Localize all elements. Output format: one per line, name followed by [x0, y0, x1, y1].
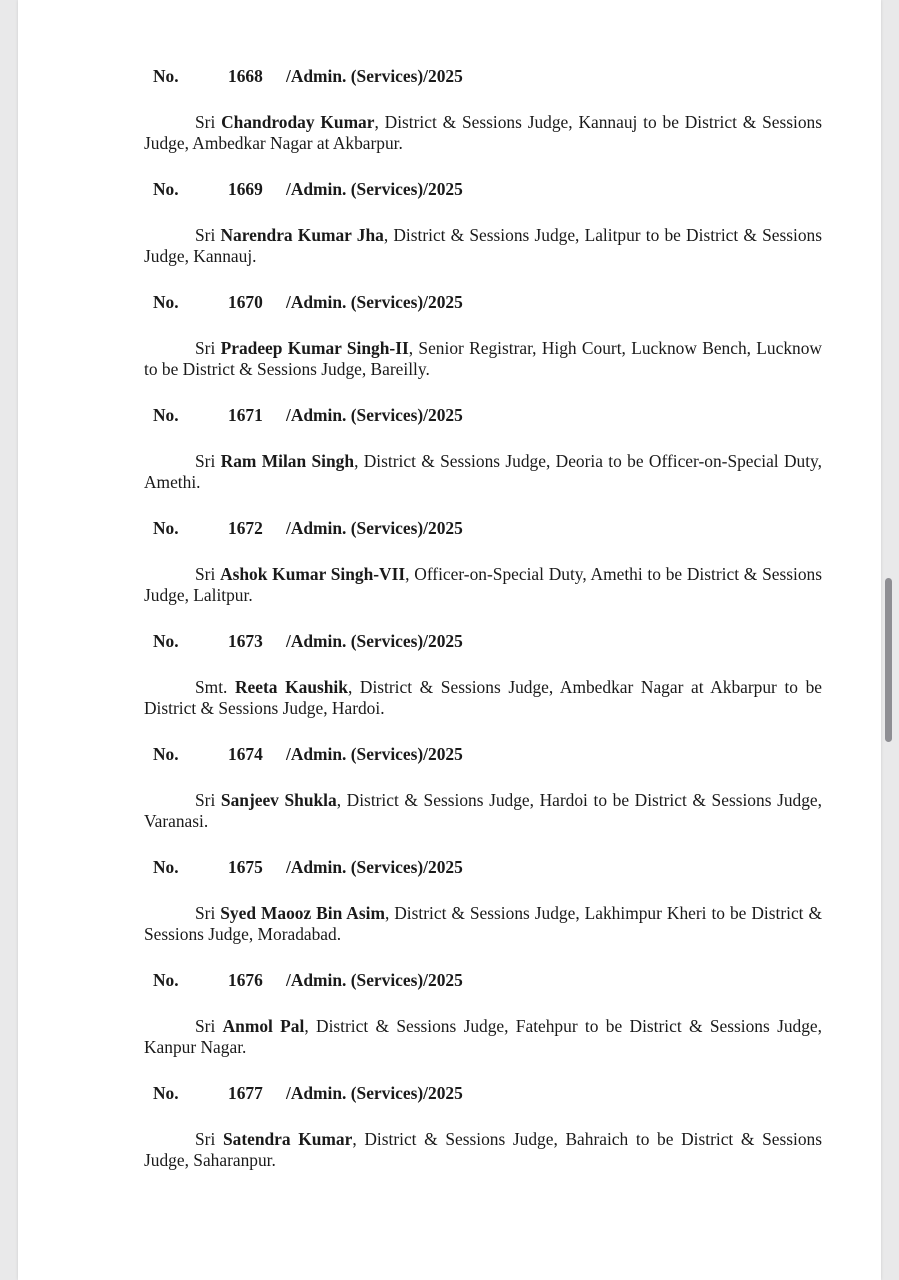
order-number: 1669 [228, 179, 263, 199]
transfer-details: , District & Sessions Judge, Deoria to be Officer-on-Special Duty, Amethi. [144, 451, 822, 492]
order-entry [144, 177, 822, 290]
order-no-label: No. [153, 857, 179, 877]
officer-name: Syed Maooz Bin Asim [220, 903, 385, 923]
order-text [144, 1129, 822, 1171]
order-reference-suffix: /Admin. (Services)/2025 [286, 970, 463, 990]
document-page [18, 0, 881, 1280]
order-text [144, 903, 822, 945]
order-number: 1677 [228, 1083, 263, 1103]
order-entry [144, 629, 822, 742]
order-reference-suffix: /Admin. (Services)/2025 [286, 179, 463, 199]
officer-name: Ram Milan Singh [220, 451, 355, 471]
officer-title: Smt. [195, 677, 228, 697]
order-reference-suffix: /Admin. (Services)/2025 [286, 405, 463, 425]
order-text [144, 225, 822, 267]
order-reference-suffix: /Admin. (Services)/2025 [286, 857, 463, 877]
order-number: 1672 [228, 518, 263, 538]
officer-title: Sri [195, 225, 216, 245]
order-no-label: No. [153, 1083, 179, 1103]
transfer-details: , District & Sessions Judge, Lalitpur to be District & Sessions Judge, Kannauj. [144, 225, 823, 266]
officer-title: Sri [195, 790, 216, 810]
order-text [144, 451, 822, 493]
order-text [144, 677, 822, 719]
transfer-details: , District & Sessions Judge, Fatehpur to be District & Sessions Judge, Kanpur Nagar. [144, 1016, 822, 1057]
order-entry [144, 290, 822, 403]
officer-title: Sri [195, 1016, 216, 1036]
order-entry [144, 968, 822, 1081]
order-no-label: No. [153, 179, 179, 199]
order-number: 1676 [228, 970, 263, 990]
officer-name: Ashok Kumar Singh-VII [220, 564, 406, 584]
order-text [144, 112, 822, 154]
order-entry [144, 516, 822, 629]
order-entry [144, 855, 822, 968]
officer-name: Narendra Kumar Jha [220, 225, 384, 245]
transfer-details: , District & Sessions Judge, Hardoi to be District & Sessions Judge, Varanasi. [144, 790, 822, 831]
transfer-details: , Senior Registrar, High Court, Lucknow Bench, Lucknow to be District & Sessions Judge, Bareilly. [144, 338, 822, 379]
order-text [144, 564, 822, 606]
officer-name: Sanjeev Shukla [220, 790, 337, 810]
order-entry [144, 1081, 822, 1194]
officer-title: Sri [195, 112, 216, 132]
order-no-label: No. [153, 744, 179, 764]
officer-title: Sri [195, 338, 216, 358]
transfer-details: , District & Sessions Judge, Lakhimpur Kheri to be District & Sessions Judge, Moradabad. [144, 903, 822, 944]
order-no-label: No. [153, 970, 179, 990]
order-no-label: No. [153, 518, 179, 538]
order-no-label: No. [153, 631, 179, 651]
order-reference-suffix: /Admin. (Services)/2025 [286, 1083, 463, 1103]
order-entry [144, 742, 822, 855]
order-reference-suffix: /Admin. (Services)/2025 [286, 631, 463, 651]
order-reference-suffix: /Admin. (Services)/2025 [286, 292, 463, 312]
vertical-scrollbar-thumb[interactable] [885, 578, 892, 742]
order-reference-suffix: /Admin. (Services)/2025 [286, 518, 463, 538]
order-entry [144, 403, 822, 516]
order-no-label: No. [153, 405, 179, 425]
order-no-label: No. [153, 292, 179, 312]
transfer-details: , Officer-on-Special Duty, Amethi to be District & Sessions Judge, Lalitpur. [144, 564, 822, 605]
officer-title: Sri [195, 451, 216, 471]
order-reference-suffix: /Admin. (Services)/2025 [286, 744, 463, 764]
transfer-details: , District & Sessions Judge, Bahraich to be District & Sessions Judge, Saharanpur. [144, 1129, 822, 1170]
transfer-details: , District & Sessions Judge, Kannauj to be District & Sessions Judge, Ambedkar Nagar at Akbarpur. [144, 112, 822, 153]
order-no-label: No. [153, 66, 179, 86]
transfer-details: , District & Sessions Judge, Ambedkar Nagar at Akbarpur to be District & Sessions Judge, Hardoi. [144, 677, 822, 718]
order-number: 1673 [228, 631, 263, 651]
order-entry [144, 64, 822, 177]
order-number: 1670 [228, 292, 263, 312]
order-reference-suffix: /Admin. (Services)/2025 [286, 66, 463, 86]
order-text [144, 338, 822, 380]
order-number: 1671 [228, 405, 263, 425]
officer-title: Sri [195, 903, 216, 923]
order-number: 1674 [228, 744, 263, 764]
order-text [144, 790, 822, 832]
order-entries [144, 64, 822, 1194]
officer-name: Chandroday Kumar [221, 112, 375, 132]
officer-name: Satendra Kumar [222, 1129, 353, 1149]
officer-name: Anmol Pal [222, 1016, 305, 1036]
officer-title: Sri [195, 564, 216, 584]
order-text [144, 1016, 822, 1058]
officer-name: Reeta Kaushik [235, 677, 348, 697]
officer-name: Pradeep Kumar Singh-II [220, 338, 409, 358]
order-number: 1675 [228, 857, 263, 877]
order-number: 1668 [228, 66, 263, 86]
officer-title: Sri [195, 1129, 216, 1149]
